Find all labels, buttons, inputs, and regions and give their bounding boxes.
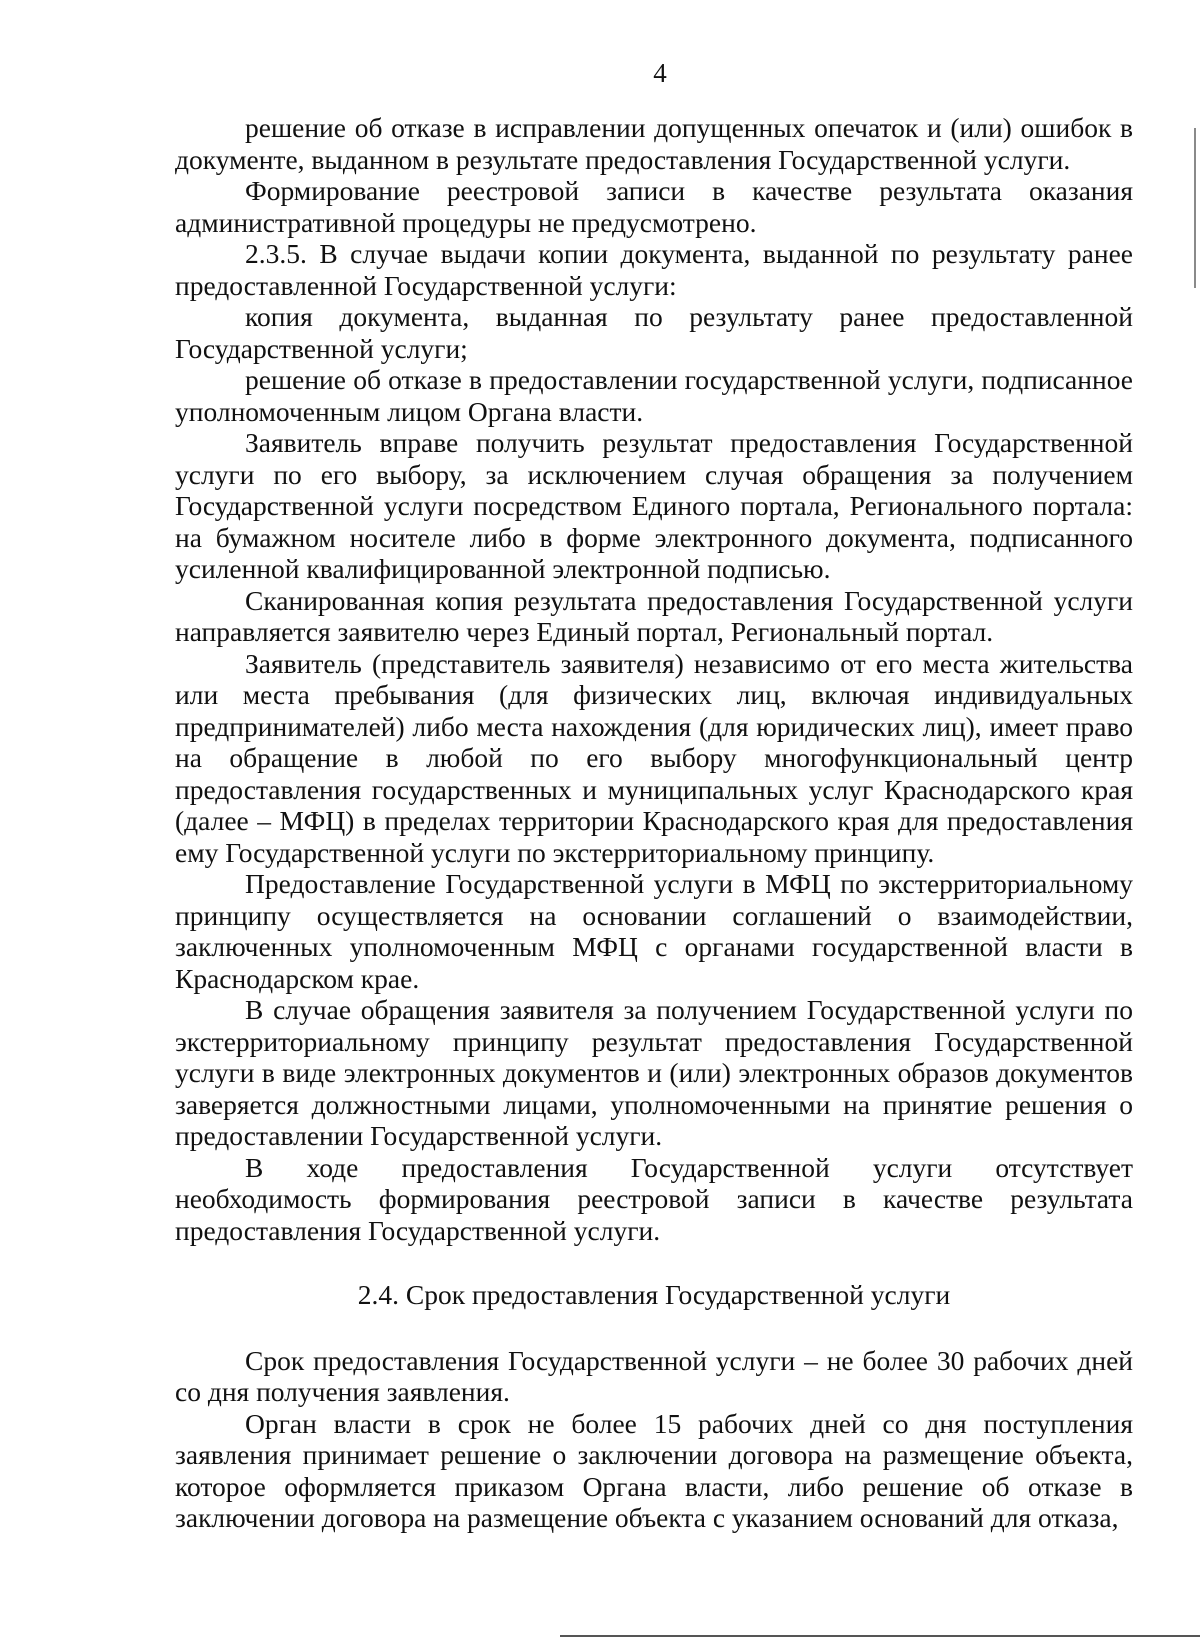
scan-bottom-rule [560, 1635, 1200, 1637]
paragraph: Заявитель (представитель заявителя) независимо от его места жительства или места пребывания (для физических лиц, включая индивидуальных предпринимателей) либо места нахождения (для юридических лиц), имеет право на обращение в любой по его выбору многофункциональный центр предоставления государственных и муниципальных услуг Краснодарского края (далее – МФЦ) в пределах территории Краснодарского края для предоставления ему Государственной услуги по экстерриториальному принципу. [175, 647, 1133, 868]
paragraph: Формирование реестровой записи в качестве результата оказания административной процедуры не предусмотрено. [175, 175, 1133, 238]
scan-edge-mark [1194, 128, 1196, 288]
paragraph: 2.3.5. В случае выдачи копии документа, выданной по результату ранее предоставленной Государственной услуги: [175, 238, 1133, 301]
paragraph: В случае обращения заявителя за получением Государственной услуги по экстерриториальному принципу результат предоставления Государственной услуги в виде электронных документов и (или) электронных образов документов заверяется должностными лицами, уполномоченными на принятие решения о предоставлении Государственной услуги. [175, 994, 1133, 1151]
paragraph: В ходе предоставления Государственной услуги отсутствует необходимость формирования реестровой записи в качестве результата предоставления Государственной услуги. [175, 1151, 1133, 1246]
paragraph: Сканированная копия результата предоставления Государственной услуги направляется заявителю через Единый портал, Региональный портал. [175, 584, 1133, 647]
section-heading: 2.4. Срок предоставления Государственной услуги [357, 1279, 951, 1310]
paragraph: Орган власти в срок не более 15 рабочих дней со дня поступления заявления принимает решение о заключении договора на размещение объекта, которое оформляется приказом Органа власти, либо решение об отказе в заключении договора на размещение объекта с указанием оснований для отказа, [175, 1407, 1133, 1533]
paragraph: Срок предоставления Государственной услуги – не более 30 рабочих дней со дня получения заявления. [175, 1344, 1133, 1407]
paragraph: решение об отказе в предоставлении государственной услуги, подписанное уполномоченным лицом Органа власти. [175, 364, 1133, 427]
paragraph: копия документа, выданная по результату ранее предоставленной Государственной услуги; [175, 301, 1133, 364]
paragraph: Заявитель вправе получить результат предоставления Государственной услуги по его выбору, за исключением случая обращения за получением Государственной услуги посредством Единого портала, Регионального портала: на бумажном носителе либо в форме электронного документа, подписанного усиленной квалифицированной электронной подписью. [175, 427, 1133, 584]
document-body [175, 112, 1133, 1534]
paragraph: решение об отказе в исправлении допущенных опечаток и (или) ошибок в документе, выданном в результате предоставления Государственной услуги. [175, 112, 1133, 175]
page-number: 4 [653, 58, 667, 88]
paragraph: Предоставление Государственной услуги в МФЦ по экстерриториальному принципу осуществляется на основании соглашений о взаимодействии, заключенных уполномоченным МФЦ с органами государственной власти в Краснодарском крае. [175, 868, 1133, 994]
